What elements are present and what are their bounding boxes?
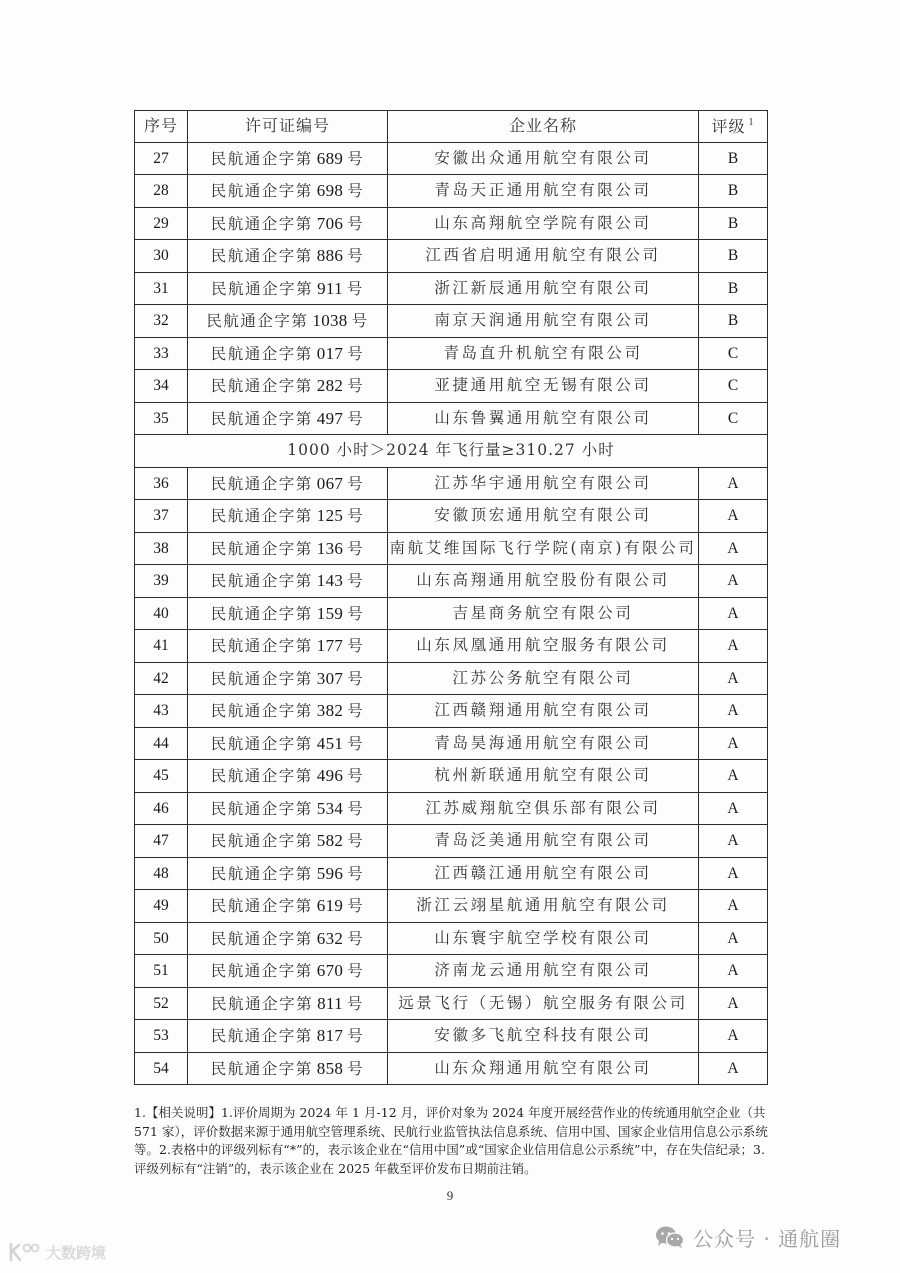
cell-license xyxy=(188,402,388,435)
cell-company: 山东高翔通用航空股份有限公司 xyxy=(388,565,699,598)
license-number: 136 xyxy=(316,538,344,558)
license-prefix: 民航通企字第 xyxy=(210,1059,313,1078)
cell-license xyxy=(188,532,388,565)
cell-grade: B xyxy=(699,305,768,338)
cell-seq: 39 xyxy=(135,565,188,598)
cell-seq: 30 xyxy=(135,240,188,273)
license-suffix: 号 xyxy=(347,669,365,688)
license-suffix: 号 xyxy=(346,279,364,298)
cell-seq: 28 xyxy=(135,175,188,208)
table-row xyxy=(135,630,768,663)
cell-grade: A xyxy=(699,922,768,955)
cell-seq: 47 xyxy=(135,825,188,858)
cell-seq: 48 xyxy=(135,857,188,890)
cell-company: 南京天润通用航空有限公司 xyxy=(388,305,699,338)
table-row xyxy=(135,890,768,923)
license-prefix: 民航通企字第 xyxy=(210,669,313,688)
license-suffix: 号 xyxy=(347,897,365,915)
table-row xyxy=(135,922,768,955)
cell-license xyxy=(188,727,388,760)
table-row xyxy=(135,272,768,305)
license-suffix: 号 xyxy=(347,734,365,753)
license-number: 282 xyxy=(316,376,344,395)
cell-seq: 38 xyxy=(135,532,188,565)
cell-license xyxy=(188,760,388,793)
cell-seq: 29 xyxy=(135,207,188,240)
cell-grade: A xyxy=(699,857,768,890)
cell-company: 江苏威翔航空俱乐部有限公司 xyxy=(388,792,699,825)
cell-license xyxy=(188,890,388,923)
cell-seq: 50 xyxy=(135,922,188,955)
license-prefix: 民航通企字第 xyxy=(210,377,313,395)
cell-company: 青岛直升机航空有限公司 xyxy=(388,337,699,370)
license-number: 698 xyxy=(316,181,344,200)
cell-grade: A xyxy=(699,825,768,858)
license-prefix: 民航通企字第 xyxy=(210,637,313,655)
cell-grade: A xyxy=(699,500,768,533)
cell-grade: A xyxy=(699,565,768,598)
license-suffix: 号 xyxy=(347,604,365,623)
license-suffix: 号 xyxy=(347,507,365,525)
table-row xyxy=(135,305,768,338)
cell-seq: 33 xyxy=(135,337,188,370)
table-row xyxy=(135,857,768,890)
cell-company: 江西赣翔通用航空有限公司 xyxy=(388,695,699,728)
cell-company: 浙江云翊星航通用航空有限公司 xyxy=(388,890,699,923)
cell-company: 南航艾维国际飞行学院(南京)有限公司 xyxy=(388,532,699,565)
cell-license xyxy=(188,662,388,695)
table-row xyxy=(135,402,768,435)
table-row xyxy=(135,792,768,825)
cell-grade: B xyxy=(699,142,768,175)
cell-grade: A xyxy=(699,760,768,793)
cell-license xyxy=(188,207,388,240)
cell-grade: C xyxy=(699,370,768,403)
license-prefix: 民航通企字第 xyxy=(210,182,313,200)
license-prefix: 民航通企字第 xyxy=(210,507,313,525)
cell-grade: A xyxy=(699,662,768,695)
cell-grade: A xyxy=(699,955,768,988)
wechat-watermark xyxy=(655,1222,841,1252)
section-label: 1000 小时＞2024 年飞行量≥310.27 小时 xyxy=(135,435,768,468)
license-number: 596 xyxy=(316,863,344,883)
cell-seq: 45 xyxy=(135,760,188,793)
header-grade xyxy=(699,111,768,143)
license-suffix: 号 xyxy=(347,474,365,493)
cell-license xyxy=(188,500,388,533)
table-row xyxy=(135,467,768,500)
table-row xyxy=(135,1020,768,1053)
license-prefix: 民航通企字第 xyxy=(210,962,313,980)
cell-seq: 49 xyxy=(135,890,188,923)
license-suffix: 号 xyxy=(347,409,365,428)
license-suffix: 号 xyxy=(347,149,365,168)
brand-watermark xyxy=(8,1241,106,1263)
cell-license xyxy=(188,1020,388,1053)
license-prefix: 民航通企字第 xyxy=(210,247,313,265)
license-number: 811 xyxy=(317,993,343,1013)
wechat-watermark-text: 公众号 · 通航圈 xyxy=(693,1226,842,1251)
license-number: 619 xyxy=(316,896,344,915)
cell-grade: B xyxy=(699,207,768,240)
cell-license xyxy=(188,857,388,890)
cell-license xyxy=(188,565,388,598)
license-number: 496 xyxy=(316,766,344,785)
cell-grade: A xyxy=(699,792,768,825)
license-number: 534 xyxy=(316,798,344,818)
license-number: 497 xyxy=(316,408,344,428)
cell-grade: A xyxy=(699,987,768,1020)
license-suffix: 号 xyxy=(347,1027,365,1045)
cell-license xyxy=(188,695,388,728)
section-divider-row xyxy=(135,435,768,468)
license-suffix: 号 xyxy=(347,767,365,785)
cell-license xyxy=(188,272,388,305)
license-prefix: 民航通企字第 xyxy=(210,929,313,948)
license-prefix: 民航通企字第 xyxy=(210,344,313,363)
license-suffix: 号 xyxy=(347,344,365,363)
cell-company: 安徽多飞航空科技有限公司 xyxy=(388,1020,699,1053)
license-suffix: 号 xyxy=(347,1059,365,1078)
cell-company: 山东高翔航空学院有限公司 xyxy=(388,207,699,240)
cell-license xyxy=(188,825,388,858)
cell-grade: A xyxy=(699,1020,768,1053)
license-number: 582 xyxy=(316,831,344,850)
cell-grade: B xyxy=(699,175,768,208)
cell-grade: B xyxy=(699,240,768,273)
license-suffix: 号 xyxy=(347,702,365,720)
cell-seq: 54 xyxy=(135,1052,188,1085)
table-row xyxy=(135,1052,768,1085)
cell-seq: 41 xyxy=(135,630,188,663)
license-prefix: 民航通企字第 xyxy=(210,864,313,883)
cell-license xyxy=(188,792,388,825)
table-row xyxy=(135,825,768,858)
license-prefix: 民航通企字第 xyxy=(210,604,313,623)
cell-seq: 35 xyxy=(135,402,188,435)
cell-seq: 42 xyxy=(135,662,188,695)
license-suffix: 号 xyxy=(347,799,365,818)
license-prefix: 民航通企字第 xyxy=(210,214,313,233)
cell-license xyxy=(188,337,388,370)
cell-seq: 53 xyxy=(135,1020,188,1053)
cell-license xyxy=(188,597,388,630)
license-number: 706 xyxy=(316,213,344,233)
cell-grade: A xyxy=(699,727,768,760)
license-number: 143 xyxy=(316,571,344,590)
cell-grade: B xyxy=(699,272,768,305)
cell-seq: 34 xyxy=(135,370,188,403)
license-number: 632 xyxy=(316,928,344,948)
cell-license xyxy=(188,922,388,955)
license-number: 125 xyxy=(316,506,344,525)
cell-seq: 40 xyxy=(135,597,188,630)
table-row xyxy=(135,987,768,1020)
cell-license xyxy=(188,955,388,988)
license-prefix: 民航通企字第 xyxy=(210,1027,313,1045)
cell-company: 安徽顶宏通用航空有限公司 xyxy=(388,500,699,533)
cell-seq: 27 xyxy=(135,142,188,175)
license-prefix: 民航通企字第 xyxy=(210,767,313,785)
license-prefix: 民航通企字第 xyxy=(210,734,313,753)
license-prefix: 民航通企字第 xyxy=(210,832,313,850)
license-prefix: 民航通企字第 xyxy=(210,897,313,915)
page-number: 9 xyxy=(446,1188,454,1203)
cell-company: 江苏华宇通用航空有限公司 xyxy=(388,467,699,500)
cell-company: 远景飞行（无锡）航空服务有限公司 xyxy=(388,987,699,1020)
cell-grade: A xyxy=(699,630,768,663)
license-number: 670 xyxy=(316,961,344,980)
table-row xyxy=(135,695,768,728)
license-number: 017 xyxy=(316,343,344,363)
cell-license xyxy=(188,467,388,500)
cell-company: 江西省启明通用航空有限公司 xyxy=(388,240,699,273)
enterprise-rating-table xyxy=(134,110,768,1085)
cell-grade: C xyxy=(699,337,768,370)
cell-company: 山东寰宇航空学校有限公司 xyxy=(388,922,699,955)
cell-license xyxy=(188,1052,388,1085)
cell-grade: C xyxy=(699,402,768,435)
cell-grade: A xyxy=(699,597,768,630)
license-number: 886 xyxy=(316,246,344,265)
cell-company: 山东凤凰通用航空服务有限公司 xyxy=(388,630,699,663)
logo-icon xyxy=(8,1242,42,1262)
license-suffix: 号 xyxy=(347,247,365,265)
table-row xyxy=(135,500,768,533)
license-suffix: 号 xyxy=(347,182,365,200)
cell-grade: A xyxy=(699,1052,768,1085)
table-row xyxy=(135,727,768,760)
license-prefix: 民航通企字第 xyxy=(211,279,314,298)
table-row xyxy=(135,240,768,273)
license-suffix: 号 xyxy=(346,994,364,1013)
license-prefix: 民航通企字第 xyxy=(210,409,313,428)
table-row xyxy=(135,955,768,988)
cell-seq: 31 xyxy=(135,272,188,305)
table-row xyxy=(135,370,768,403)
license-prefix: 民航通企字第 xyxy=(210,799,313,818)
license-number: 382 xyxy=(316,701,344,720)
cell-license xyxy=(188,142,388,175)
cell-company: 江苏公务航空有限公司 xyxy=(388,662,699,695)
cell-grade: A xyxy=(699,532,768,565)
brand-watermark-text: 大数跨境 xyxy=(46,1243,107,1262)
cell-company: 青岛泛美通用航空有限公司 xyxy=(388,825,699,858)
table-body xyxy=(135,142,768,1085)
wechat-icon xyxy=(655,1225,685,1249)
cell-company: 山东鲁翼通用航空有限公司 xyxy=(388,402,699,435)
table-row xyxy=(135,597,768,630)
cell-company: 江西赣江通用航空有限公司 xyxy=(388,857,699,890)
cell-company: 亚捷通用航空无锡有限公司 xyxy=(388,370,699,403)
table-row xyxy=(135,175,768,208)
license-number: 067 xyxy=(316,473,344,493)
license-suffix: 号 xyxy=(347,637,365,655)
license-suffix: 号 xyxy=(347,539,365,558)
license-number: 307 xyxy=(316,668,344,688)
license-prefix: 民航通企字第 xyxy=(210,572,313,590)
table-row xyxy=(135,565,768,598)
license-suffix: 号 xyxy=(347,377,365,395)
license-number: 858 xyxy=(316,1058,344,1078)
table-row xyxy=(135,532,768,565)
license-prefix: 民航通企字第 xyxy=(210,474,313,493)
cell-seq: 37 xyxy=(135,500,188,533)
cell-license xyxy=(188,175,388,208)
header-seq: 序号 xyxy=(135,111,188,143)
license-number: 451 xyxy=(316,733,344,753)
header-grade-label: 评级 xyxy=(711,116,746,136)
table-row xyxy=(135,662,768,695)
license-prefix: 民航通企字第 xyxy=(210,702,313,720)
license-suffix: 号 xyxy=(347,832,365,850)
license-suffix: 号 xyxy=(351,312,369,330)
table-header-row xyxy=(135,111,768,143)
cell-grade: A xyxy=(699,467,768,500)
cell-license xyxy=(188,370,388,403)
license-prefix: 民航通企字第 xyxy=(206,312,309,330)
cell-seq: 43 xyxy=(135,695,188,728)
cell-license xyxy=(188,305,388,338)
license-number: 1038 xyxy=(312,311,348,330)
cell-seq: 51 xyxy=(135,955,188,988)
header-company: 企业名称 xyxy=(388,111,699,143)
license-suffix: 号 xyxy=(347,929,365,948)
footnote-marker: 1 xyxy=(748,116,755,128)
cell-seq: 52 xyxy=(135,987,188,1020)
cell-seq: 44 xyxy=(135,727,188,760)
cell-company: 安徽出众通用航空有限公司 xyxy=(388,142,699,175)
license-number: 689 xyxy=(316,148,344,168)
license-number: 159 xyxy=(316,603,344,623)
cell-seq: 36 xyxy=(135,467,188,500)
cell-license xyxy=(188,240,388,273)
table-row xyxy=(135,142,768,175)
cell-company: 山东众翔通用航空有限公司 xyxy=(388,1052,699,1085)
cell-company: 青岛天正通用航空有限公司 xyxy=(388,175,699,208)
cell-seq: 32 xyxy=(135,305,188,338)
license-suffix: 号 xyxy=(347,864,365,883)
table-row xyxy=(135,207,768,240)
cell-company: 杭州新联通用航空有限公司 xyxy=(388,760,699,793)
license-prefix: 民航通企字第 xyxy=(210,149,313,168)
license-prefix: 民航通企字第 xyxy=(210,539,313,558)
cell-company: 青岛昊海通用航空有限公司 xyxy=(388,727,699,760)
license-number: 911 xyxy=(317,278,343,298)
table-row xyxy=(135,337,768,370)
license-suffix: 号 xyxy=(347,572,365,590)
cell-license xyxy=(188,630,388,663)
license-number: 817 xyxy=(316,1026,344,1045)
table-row xyxy=(135,760,768,793)
cell-seq: 46 xyxy=(135,792,188,825)
cell-license xyxy=(188,987,388,1020)
header-license: 许可证编号 xyxy=(188,111,388,143)
cell-company: 济南龙云通用航空有限公司 xyxy=(388,955,699,988)
license-number: 177 xyxy=(316,636,344,655)
cell-company: 吉星商务航空有限公司 xyxy=(388,597,699,630)
cell-grade: A xyxy=(699,890,768,923)
license-suffix: 号 xyxy=(347,214,365,233)
license-prefix: 民航通企字第 xyxy=(211,994,314,1013)
cell-company: 浙江新辰通用航空有限公司 xyxy=(388,272,699,305)
cell-grade: A xyxy=(699,695,768,728)
footnote: 1.【相关说明】1.评价周期为 2024 年 1 月-12 月，评价对象为 2024 年度开展经营作业的传统通用航空企业（共 571 家），评价数据来源于通用航空管理系统、民航行业监管执法信息系统、信用中国、国家企业信用信息公示系统等。2.表格中的评级列标有“*”的，表示该企业在“信用中国”或“国家企业信用信息公示系统”中，存在失信纪录；3.评级列标有“注销”的，表示该企业在 2025 年截至评价发布日期前注销。 xyxy=(134,1105,768,1176)
license-suffix: 号 xyxy=(347,962,365,980)
